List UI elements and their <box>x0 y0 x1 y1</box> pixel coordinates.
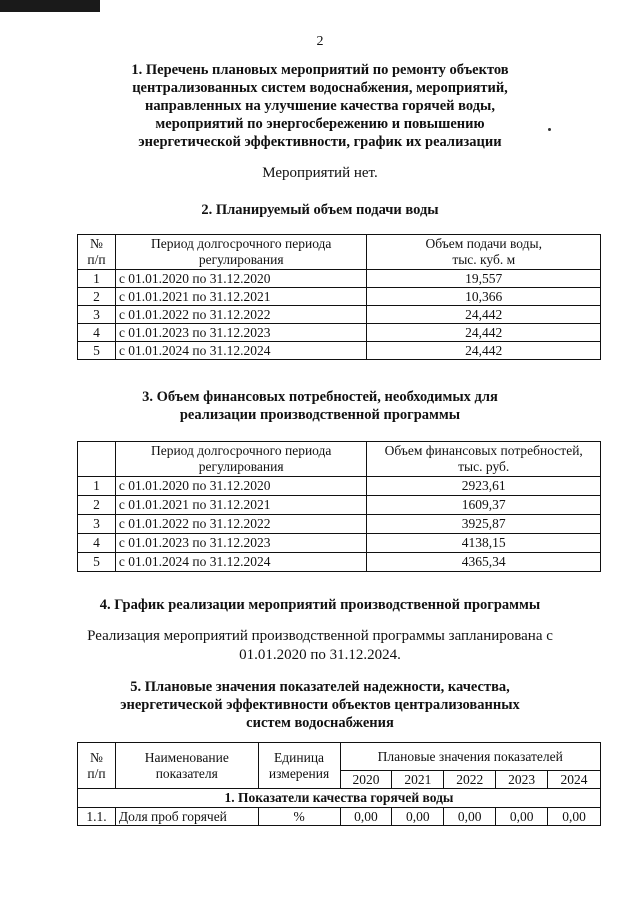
table-row <box>78 515 601 534</box>
table-row <box>78 534 601 553</box>
row-value: 4365,34 <box>367 553 601 572</box>
row-num: 3 <box>78 306 116 324</box>
header-year: 2022 <box>444 771 496 789</box>
table-row <box>78 553 601 572</box>
row-value: 0,00 <box>496 808 548 826</box>
table-row <box>78 477 601 496</box>
table-row <box>78 342 601 360</box>
row-unit: % <box>258 808 340 826</box>
table-header-row <box>78 442 601 477</box>
row-period: с 01.01.2021 по 31.12.2021 <box>115 288 367 306</box>
row-value: 10,366 <box>367 288 601 306</box>
header-year: 2020 <box>340 771 392 789</box>
row-num: 5 <box>78 342 116 360</box>
section-4-text-line: Реализация мероприятий производственной программы запланирована с <box>87 628 553 644</box>
row-num: 4 <box>78 324 116 342</box>
page-number: 2 <box>316 34 324 49</box>
header-indicator-name: Наименование показателя <box>115 743 258 789</box>
scan-speck <box>548 128 551 131</box>
header-financial: Объем финансовых потребностей, тыс. руб. <box>367 442 601 477</box>
row-indicator-name: Доля проб горячей <box>115 808 258 826</box>
section-1-title-line: направленных на улучшение качества горячей воды, <box>144 98 495 114</box>
section-3-title-line: реализации производственной программы <box>179 407 461 423</box>
row-num: 1.1. <box>78 808 116 826</box>
header-year: 2024 <box>548 771 601 789</box>
row-period: с 01.01.2020 по 31.12.2020 <box>115 270 367 288</box>
row-num: 4 <box>78 534 116 553</box>
table-row <box>78 808 601 826</box>
section-1-title-line: централизованных систем водоснабжения, мероприятий, <box>132 80 508 96</box>
header-period: Период долгосрочного периода регулирования <box>115 235 367 270</box>
header-num: № п/п <box>78 743 116 789</box>
row-num: 3 <box>78 515 116 534</box>
header-empty <box>78 442 116 477</box>
row-num: 5 <box>78 553 116 572</box>
row-num: 1 <box>78 477 116 496</box>
row-value: 24,442 <box>367 306 601 324</box>
section-1-title-line: энергетической эффективности, график их реализации <box>138 134 502 150</box>
group-title: 1. Показатели качества горячей воды <box>78 789 601 808</box>
row-value: 24,442 <box>367 324 601 342</box>
section-3-title-line: 3. Объем финансовых потребностей, необходимых для <box>142 389 498 405</box>
row-value: 0,00 <box>392 808 444 826</box>
table-row <box>78 288 601 306</box>
header-year: 2023 <box>496 771 548 789</box>
table-row <box>78 324 601 342</box>
table-row <box>78 306 601 324</box>
row-num: 2 <box>78 496 116 515</box>
header-year: 2021 <box>392 771 444 789</box>
row-period: с 01.01.2023 по 31.12.2023 <box>115 324 367 342</box>
header-num: № п/п <box>78 235 116 270</box>
row-period: с 01.01.2022 по 31.12.2022 <box>115 515 367 534</box>
row-period: с 01.01.2020 по 31.12.2020 <box>115 477 367 496</box>
row-period: с 01.01.2021 по 31.12.2021 <box>115 496 367 515</box>
row-period: с 01.01.2024 по 31.12.2024 <box>115 342 367 360</box>
row-period: с 01.01.2022 по 31.12.2022 <box>115 306 367 324</box>
row-value: 0,00 <box>340 808 392 826</box>
section-2-title: 2. Планируемый объем подачи воды <box>201 202 439 218</box>
scan-edge-mark <box>0 0 100 12</box>
row-value: 0,00 <box>548 808 601 826</box>
water-supply-table <box>77 234 601 360</box>
section-4-title: 4. График реализации мероприятий производственной программы <box>99 597 541 613</box>
header-unit: Единица измерения <box>258 743 340 789</box>
row-period: с 01.01.2023 по 31.12.2023 <box>115 534 367 553</box>
row-value: 2923,61 <box>367 477 601 496</box>
row-value: 1609,37 <box>367 496 601 515</box>
row-value: 19,557 <box>367 270 601 288</box>
row-period: с 01.01.2024 по 31.12.2024 <box>115 553 367 572</box>
row-value: 3925,87 <box>367 515 601 534</box>
table-row <box>78 496 601 515</box>
header-volume: Объем подачи воды, тыс. куб. м <box>367 235 601 270</box>
row-value: 0,00 <box>444 808 496 826</box>
section-1-title-line: мероприятий по энергосбережению и повышению <box>155 116 485 132</box>
header-planned-values: Плановые значения показателей <box>340 743 600 771</box>
row-value: 24,442 <box>367 342 601 360</box>
section-1-title-line: 1. Перечень плановых мероприятий по ремонту объектов <box>131 62 509 78</box>
section-4-text-line: 01.01.2020 по 31.12.2024. <box>239 647 401 663</box>
table-header-row <box>78 743 601 771</box>
row-num: 1 <box>78 270 116 288</box>
section-1-text: Мероприятий нет. <box>262 165 378 181</box>
indicators-table <box>77 742 601 826</box>
table-row <box>78 270 601 288</box>
header-period: Период долгосрочного периода регулирования <box>115 442 367 477</box>
section-5-title-line: 5. Плановые значения показателей надежности, качества, <box>130 679 510 695</box>
section-5-title-line: энергетической эффективности объектов централизованных <box>120 697 520 713</box>
table-header-row <box>78 235 601 270</box>
table-group-row <box>78 789 601 808</box>
financial-needs-table <box>77 441 601 572</box>
section-5-title-line: систем водоснабжения <box>246 715 394 731</box>
row-num: 2 <box>78 288 116 306</box>
row-value: 4138,15 <box>367 534 601 553</box>
